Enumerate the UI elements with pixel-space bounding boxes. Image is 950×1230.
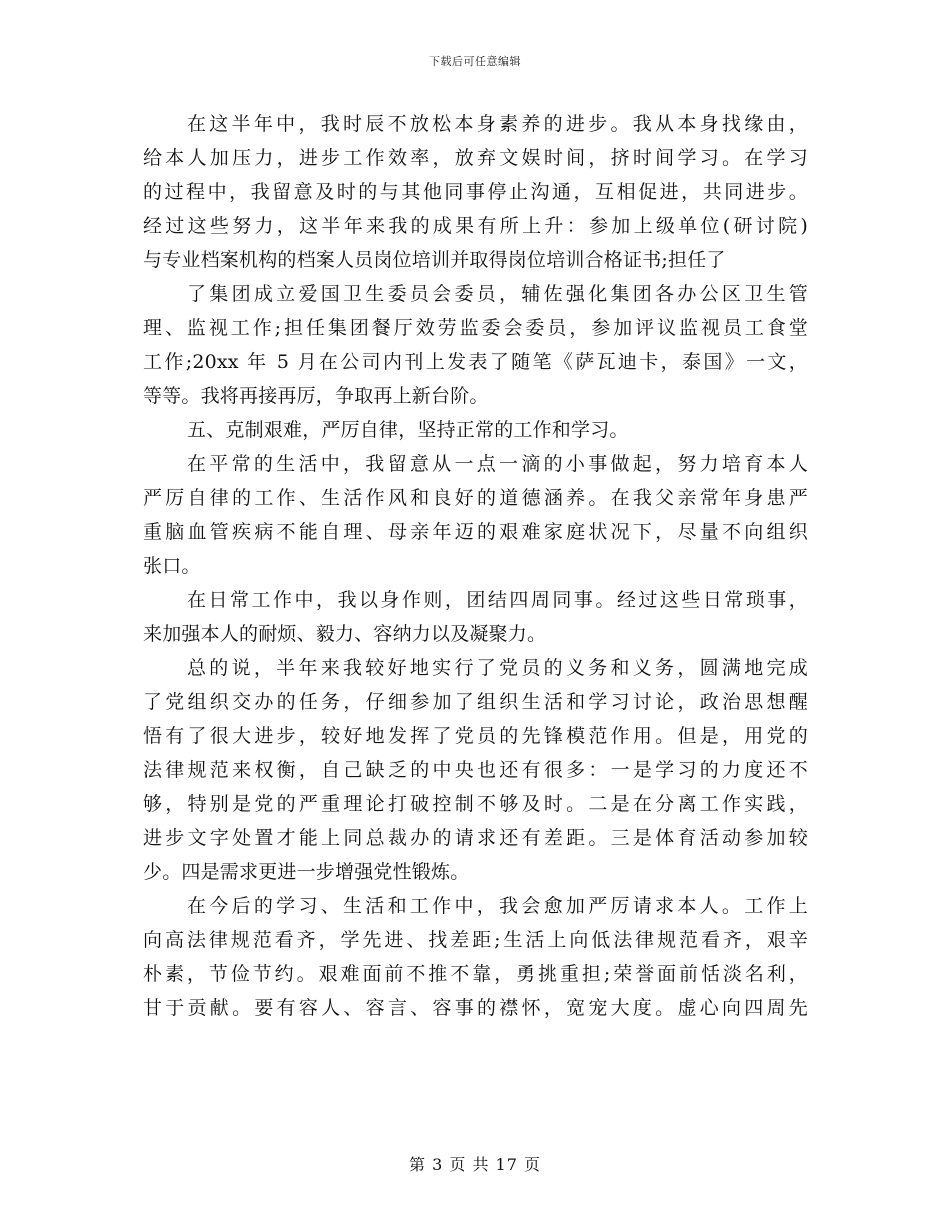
footer-suffix: 页 [524,1155,542,1174]
text-line: 朴素，节俭节约。艰难面前不推不靠，勇挑重担;荣誉面前恬淡名利， [143,963,808,985]
text-line: 重脑血管疾病不能自理、母亲年迈的艰难家庭状况下，尽量不向组织 [143,521,808,543]
text-line: 的过程中，我留意及时的与其他同事停止沟通，互相促进，共同进步。 [143,181,808,203]
text-line: 工作;20xx 年 5 月在公司内刊上发表了随笔《萨瓦迪卡，泰国》一文， [143,351,808,373]
section-heading: 五、克制艰难，严厉自律，坚持正常的工作和学习。 [187,419,629,441]
text-line: 进步文字处置才能上同总裁办的请求还有差距。三是体育活动参加较 [143,827,808,849]
footer-prefix: 第 [408,1155,426,1174]
text-line: 了党组织交办的任务，仔细参加了组织生活和学习讨论，政治思想醒 [143,691,808,713]
text-line: 甘于贡献。要有容人、容言、容事的襟怀，宽宠大度。虚心向四周先 [143,997,808,1019]
text-line: 够，特别是党的严重理论打破控制不够及时。二是在分离工作实践， [143,793,808,815]
text-line: 在今后的学习、生活和工作中，我会愈加严厉请求本人。工作上 [187,895,808,917]
text-line: 经过这些努力，这半年来我的成果有所上升：参加上级单位(研讨院) [143,215,808,237]
text-line: 总的说，半年来我较好地实行了党员的义务和义务，圆满地完成 [187,657,808,679]
page-header: 下载后可任意编辑 [429,55,521,68]
text-line: 少。四是需求更进一步增强党性锻炼。 [143,861,470,883]
text-line: 与专业档案机构的档案人员岗位培训并取得岗位培训合格证书;担任了 [143,249,726,271]
footer-middle: 页 共 [449,1155,490,1174]
document-body [143,107,808,1025]
text-line: 来加强本人的耐烦、毅力、容纳力以及凝聚力。 [143,623,547,645]
text-line: 在平常的生活中，我留意从一点一滴的小事做起，努力培育本人 [187,453,808,475]
text-line: 向高法律规范看齐，学先进、找差距;生活上向低法律规范看齐，艰辛 [143,929,808,951]
page-footer [0,1152,950,1175]
text-line: 给本人加压力，进步工作效率，放弃文娱时间，挤时间学习。在学习 [143,147,808,169]
text-line: 法律规范来权衡，自己缺乏的中央也还有很多：一是学习的力度还不 [143,759,808,781]
text-line: 在日常工作中，我以身作则，团结四周同事。经过这些日常琐事， [187,589,808,611]
text-line: 理、监视工作;担任集团餐厅效劳监委会委员，参加评议监视员工食堂 [143,317,808,339]
footer-total-pages: 17 [495,1155,518,1174]
text-line: 悟有了很大进步，较好地发挥了党员的先锋模范作用。但是，用党的 [143,725,808,747]
text-line: 张口。 [143,555,201,577]
text-line: 严厉自律的工作、生活作风和良好的道德涵养。在我父亲常年身患严 [143,487,808,509]
text-line: 等等。我将再接再厉，争取再上新台阶。 [143,385,489,407]
text-line: 了集团成立爱国卫生委员会委员，辅佐强化集团各办公区卫生管 [187,283,808,305]
text-line: 在这半年中，我时辰不放松本身素养的进步。我从本身找缘由， [187,113,808,135]
footer-current-page: 3 [432,1155,444,1174]
